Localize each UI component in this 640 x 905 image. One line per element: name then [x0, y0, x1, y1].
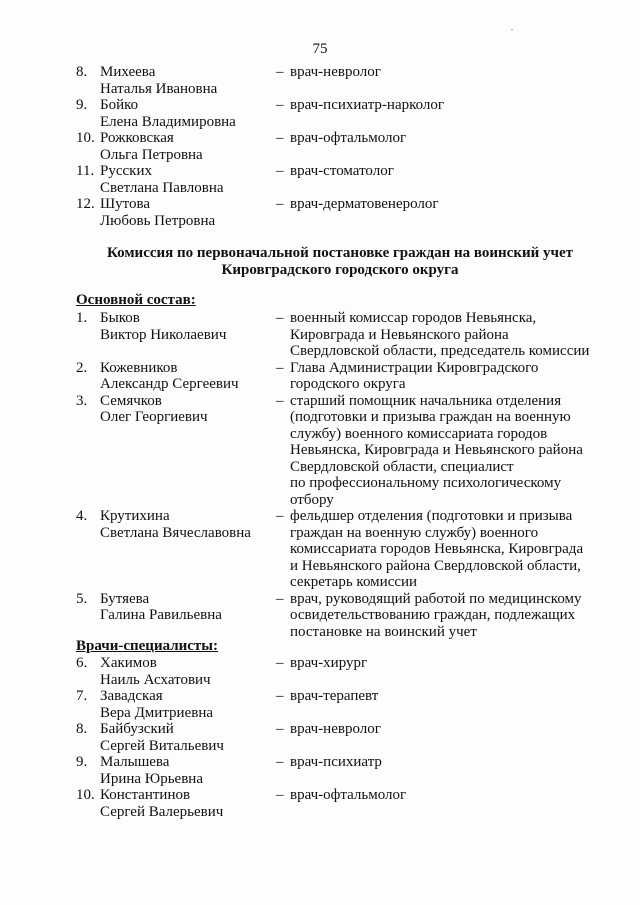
member-role: [290, 393, 610, 509]
member-name-line: Наиль Асхатович: [100, 671, 211, 688]
member-role-line: врач-стоматолог: [290, 163, 394, 179]
dash-separator: –: [276, 359, 284, 376]
member-role-line: военный комиссар городов Невьянска,: [290, 310, 537, 326]
member-name: [100, 787, 276, 820]
member-role-line: службу) военного комиссариата городов: [290, 425, 548, 442]
member-entry: [76, 721, 616, 754]
entry-number: 10.: [76, 787, 95, 803]
dash-separator: –: [276, 721, 284, 737]
member-name: [100, 393, 276, 509]
entry-number: 10.: [76, 130, 95, 146]
member-role: [290, 787, 610, 820]
member-role: [290, 196, 610, 229]
member-name-line: Бутяева: [100, 590, 150, 607]
member-name: [100, 130, 276, 163]
member-role-line: освидетельствованию граждан, подлежащих: [290, 607, 576, 623]
scan-mark: [511, 29, 513, 30]
commission-heading: [0, 245, 640, 279]
top-member-list: [76, 64, 616, 229]
member-role: [290, 508, 610, 591]
member-entry: [76, 360, 616, 393]
member-name-line: Светлана Павловна: [100, 179, 224, 196]
member-entry: [76, 655, 616, 688]
member-entry: [76, 163, 616, 196]
member-entry: [76, 196, 616, 229]
member-name: [100, 97, 276, 130]
member-name-line: Крутихина: [100, 508, 170, 524]
heading-line-1: Комиссия по первоначальной постановке граждан на воинский учет: [107, 245, 573, 261]
member-name: [100, 688, 276, 721]
member-name-line: Шутова: [100, 196, 151, 212]
member-role-line: отбору: [290, 491, 334, 508]
member-name-line: Быков: [100, 310, 140, 326]
member-name: [100, 64, 276, 97]
member-name-line: Любовь Петровна: [100, 212, 216, 229]
member-role-line: врач-невролог: [290, 721, 381, 737]
member-name-line: Олег Георгиевич: [100, 409, 208, 425]
member-entry: [76, 787, 616, 820]
member-name-line: Светлана Вячеславовна: [100, 524, 251, 541]
member-name: [100, 721, 276, 754]
member-role: [290, 64, 610, 97]
member-entry: [76, 64, 616, 97]
dash-separator: –: [276, 64, 284, 80]
member-role: [290, 310, 610, 360]
page-number: 75: [312, 41, 328, 57]
entry-number: 12.: [76, 196, 95, 212]
entry-number: 9.: [76, 754, 88, 770]
entry-number: 2.: [76, 359, 88, 376]
member-role-line: старший помощник начальника отделения: [290, 392, 562, 409]
member-role-line: фельдшер отделения (подготовки и призыва: [290, 508, 573, 524]
member-name: [100, 310, 276, 360]
member-name-line: Байбузский: [100, 721, 174, 737]
entry-number: 8.: [76, 64, 88, 80]
member-entry: [76, 688, 616, 721]
member-name: [100, 754, 276, 787]
member-role-line: врач, руководящий работой по медицинскому: [290, 590, 582, 607]
member-name: [100, 196, 276, 229]
dash-separator: –: [276, 392, 284, 409]
member-name-line: Семячков: [100, 392, 162, 409]
member-name-line: Малышева: [100, 754, 170, 770]
member-name: [100, 591, 276, 641]
dash-separator: –: [276, 508, 284, 524]
member-name-line: Завадская: [100, 688, 163, 704]
member-name: [100, 655, 276, 688]
member-role: [290, 163, 610, 196]
entry-number: 11.: [76, 163, 95, 179]
member-role-line: Глава Администрации Кировградского: [290, 359, 539, 376]
member-role: [290, 655, 610, 688]
member-role: [290, 97, 610, 130]
main-member-list: [76, 310, 616, 640]
dash-separator: –: [276, 97, 284, 113]
member-name: [100, 508, 276, 591]
entry-number: 6.: [76, 655, 88, 671]
dash-separator: –: [276, 130, 284, 146]
member-role-line: врач-дерматовенеролог: [290, 196, 439, 212]
member-entry: [76, 754, 616, 787]
dash-separator: –: [276, 655, 284, 671]
member-role-line: (подготовки и призыва граждан на военную: [290, 409, 571, 425]
member-entry: [76, 508, 616, 591]
member-name-line: Ирина Юрьевна: [100, 770, 203, 787]
member-role-line: секретарь комиссии: [290, 574, 418, 590]
entry-number: 9.: [76, 97, 88, 113]
member-name-line: Галина Равильевна: [100, 607, 222, 623]
member-role: [290, 721, 610, 754]
member-role-line: врач-офтальмолог: [290, 787, 407, 803]
member-role: [290, 754, 610, 787]
member-entry: [76, 393, 616, 509]
member-entry: [76, 591, 616, 641]
dash-separator: –: [276, 787, 284, 803]
specialists-section-title: Врачи-специалисты:: [76, 638, 219, 654]
member-role-line: врач-психиатр: [290, 754, 382, 770]
member-role-line: Свердловской области, специалист: [290, 458, 514, 475]
member-name-line: Александр Сергеевич: [100, 376, 239, 392]
member-name-line: Хакимов: [100, 655, 157, 671]
member-role-line: постановке на воинский учет: [290, 623, 477, 640]
member-name-line: Наталья Ивановна: [100, 80, 218, 97]
entry-number: 1.: [76, 310, 88, 326]
specialists-member-list: [76, 655, 616, 820]
member-name-line: Ольга Петровна: [100, 146, 203, 163]
member-role-line: комиссариата городов Невьянска, Кировграда: [290, 541, 584, 557]
dash-separator: –: [276, 310, 284, 326]
main-section-title: Основной состав:: [76, 292, 196, 308]
member-name-line: Виктор Николаевич: [100, 326, 227, 343]
dash-separator: –: [276, 163, 284, 179]
member-name-line: Кожевников: [100, 359, 178, 376]
member-role-line: врач-невролог: [290, 64, 381, 80]
entry-number: 3.: [76, 392, 88, 409]
member-name-line: Русских: [100, 163, 152, 179]
member-name-line: Сергей Витальевич: [100, 737, 224, 754]
dash-separator: –: [276, 196, 284, 212]
member-role-line: Невьянска, Кировграда и Невьянского района: [290, 442, 583, 458]
member-role: [290, 130, 610, 163]
member-role-line: и Невьянского района Свердловской области,: [290, 557, 581, 574]
member-entry: [76, 310, 616, 360]
entry-number: 7.: [76, 688, 88, 704]
member-name-line: Рожковская: [100, 130, 174, 146]
member-entry: [76, 97, 616, 130]
member-role-line: врач-терапевт: [290, 688, 379, 704]
dash-separator: –: [276, 590, 284, 607]
member-entry: [76, 130, 616, 163]
member-role: [290, 688, 610, 721]
member-name-line: Елена Владимировна: [100, 113, 236, 130]
member-name-line: Бойко: [100, 97, 139, 113]
heading-line-2: Кировградского городского округа: [221, 262, 459, 278]
member-role-line: врач-офтальмолог: [290, 130, 407, 146]
member-role-line: Кировграда и Невьянского района: [290, 326, 509, 343]
member-name-line: Михеева: [100, 64, 156, 80]
entry-number: 5.: [76, 590, 88, 607]
dash-separator: –: [276, 754, 284, 770]
entry-number: 8.: [76, 721, 88, 737]
member-role-line: граждан на военную службу) военного: [290, 524, 539, 541]
member-role: [290, 360, 610, 393]
member-name: [100, 163, 276, 196]
member-name-line: Константинов: [100, 787, 191, 803]
member-role-line: врач-психиатр-нарколог: [290, 97, 445, 113]
member-name-line: Вера Дмитриевна: [100, 704, 214, 721]
member-role-line: по профессиональному психологическому: [290, 475, 562, 491]
member-role-line: городского округа: [290, 376, 406, 392]
member-role-line: Свердловской области, председатель комиссии: [290, 343, 590, 359]
member-name-line: Сергей Валерьевич: [100, 803, 224, 820]
dash-separator: –: [276, 688, 284, 704]
member-role-line: врач-хирург: [290, 655, 368, 671]
entry-number: 4.: [76, 508, 88, 524]
member-role: [290, 591, 610, 641]
member-name: [100, 360, 276, 393]
